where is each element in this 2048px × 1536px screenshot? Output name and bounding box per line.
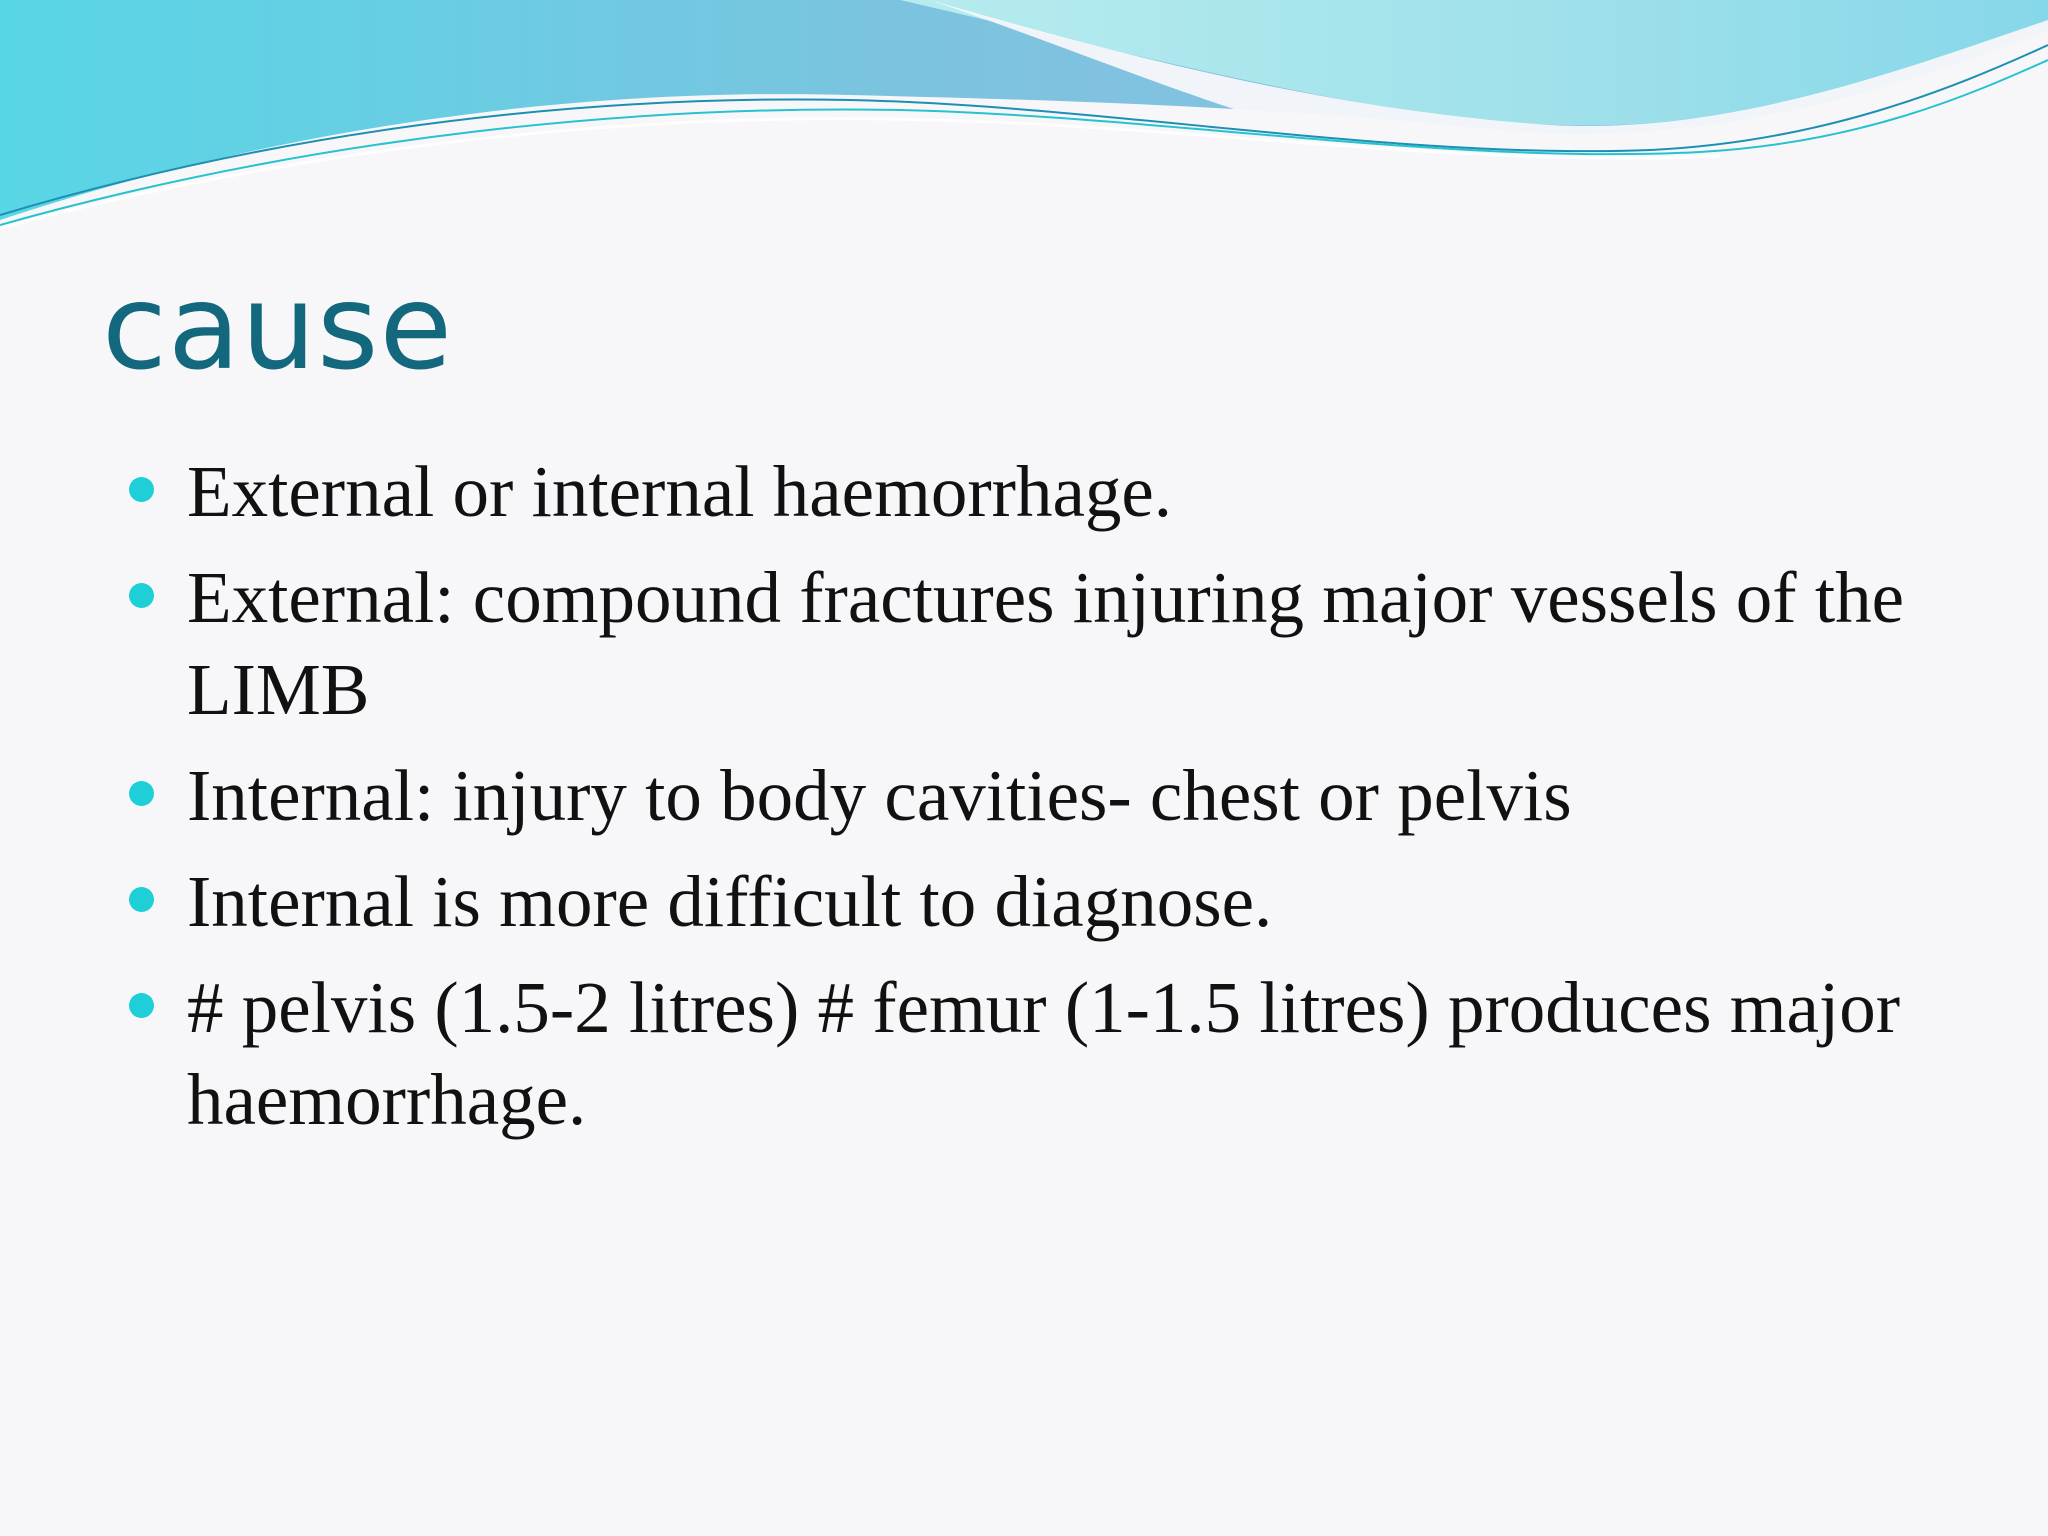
bullet-text: Internal: injury to body cavities- chest or pelvis: [187, 755, 1572, 836]
bullet-item: [125, 446, 1955, 538]
bullet-text: Internal is more difficult to diagnose.: [187, 861, 1273, 942]
bullet-item: [125, 856, 1955, 948]
bullet-marker-icon: [129, 993, 154, 1018]
bullet-marker-icon: [129, 887, 154, 912]
bullet-item: [125, 962, 1955, 1146]
bullet-text: External or internal haemorrhage.: [187, 451, 1173, 532]
bullet-text: # pelvis (1.5-2 litres) # femur (1-1.5 litres) produces major haemorrhage.: [187, 967, 1901, 1140]
bullet-marker-icon: [129, 583, 154, 608]
bullet-list: [125, 446, 1955, 1160]
bullet-marker-icon: [129, 781, 154, 806]
bullet-item: [125, 552, 1955, 736]
slide-title: cause: [102, 258, 454, 396]
bullet-item: [125, 750, 1955, 842]
bullet-text: External: compound fractures injuring major vessels of the LIMB: [187, 557, 1905, 730]
header-wave-decoration: [0, 0, 2048, 260]
bullet-marker-icon: [129, 477, 154, 502]
